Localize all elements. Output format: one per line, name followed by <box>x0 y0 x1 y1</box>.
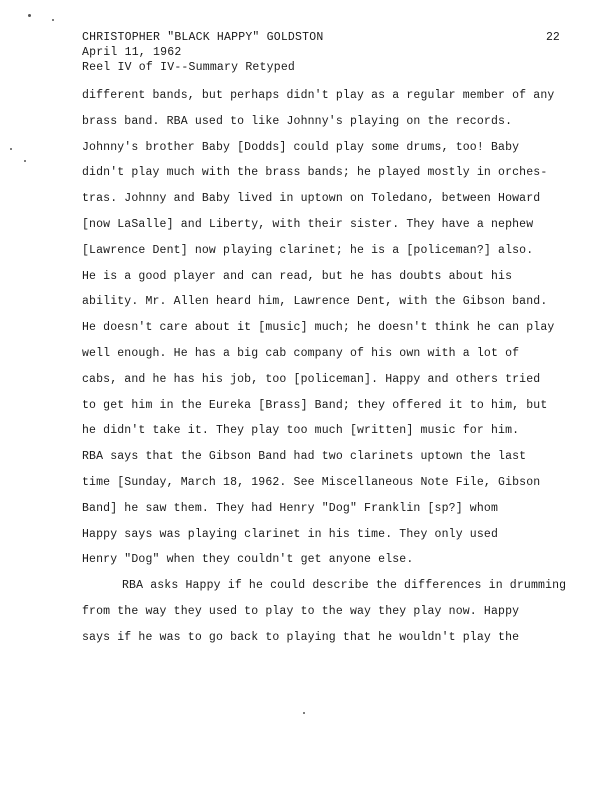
scan-speck <box>52 19 54 21</box>
paragraph-start-line: RBA asks Happy if he could describe the differences in drumming <box>122 579 567 593</box>
text-line: [Lawrence Dent] now playing clarinet; he is a [policeman?] also. <box>82 243 534 257</box>
text-line: He doesn't care about it [music] much; he doesn't think he can play <box>82 321 555 335</box>
text-line: Johnny's brother Baby [Dodds] could play some drums, too! Baby <box>82 140 520 154</box>
scan-speck <box>10 148 12 150</box>
text-line: didn't play much with the brass bands; he played mostly in orches- <box>82 166 548 180</box>
text-line: time [Sunday, March 18, 1962. See Miscellaneous Note File, Gibson <box>82 475 541 489</box>
text-line: cabs, and he has his job, too [policeman]. Happy and others tried <box>82 372 541 386</box>
text-line: He is a good player and can read, but he has doubts about his <box>82 269 513 283</box>
scan-speck <box>24 160 26 162</box>
text-line: [now LaSalle] and Liberty, with their sister. They have a nephew <box>82 217 534 231</box>
page-number: 22 <box>546 31 560 44</box>
text-line: RBA says that the Gibson Band had two clarinets uptown the last <box>82 450 527 464</box>
text-line: brass band. RBA used to like Johnny's playing on the records. <box>82 114 513 128</box>
text-line: ability. Mr. Allen heard him, Lawrence Dent, with the Gibson band. <box>82 295 548 309</box>
header-title: CHRISTOPHER "BLACK HAPPY" GOLDSTON <box>82 31 324 44</box>
text-line: Henry "Dog" when they couldn't get anyone else. <box>82 553 414 567</box>
text-line: different bands, but perhaps didn't play as a regular member of any <box>82 89 555 102</box>
document-header <box>82 30 323 75</box>
text-line: tras. Johnny and Baby lived in uptown on Toledano, between Howard <box>82 192 541 206</box>
text-line: he didn't take it. They play too much [written] music for him. <box>82 424 520 438</box>
text-line: Band] he saw them. They had Henry "Dog" Franklin [sp?] whom <box>82 501 499 515</box>
header-date: April 11, 1962 <box>82 46 182 59</box>
text-line: from the way they used to play to the way they play now. Happy <box>82 604 520 618</box>
scan-speck <box>28 14 31 17</box>
text-line: says if he was to go back to playing that he wouldn't play the <box>82 630 520 644</box>
document-body <box>82 83 582 651</box>
text-line: Happy says was playing clarinet in his time. They only used <box>82 527 499 541</box>
scan-speck <box>303 712 305 714</box>
header-reel: Reel IV of IV--Summary Retyped <box>82 61 296 74</box>
text-line: to get him in the Eureka [Brass] Band; they offered it to him, but <box>82 398 548 412</box>
text-line: well enough. He has a big cab company of his own with a lot of <box>82 346 520 360</box>
